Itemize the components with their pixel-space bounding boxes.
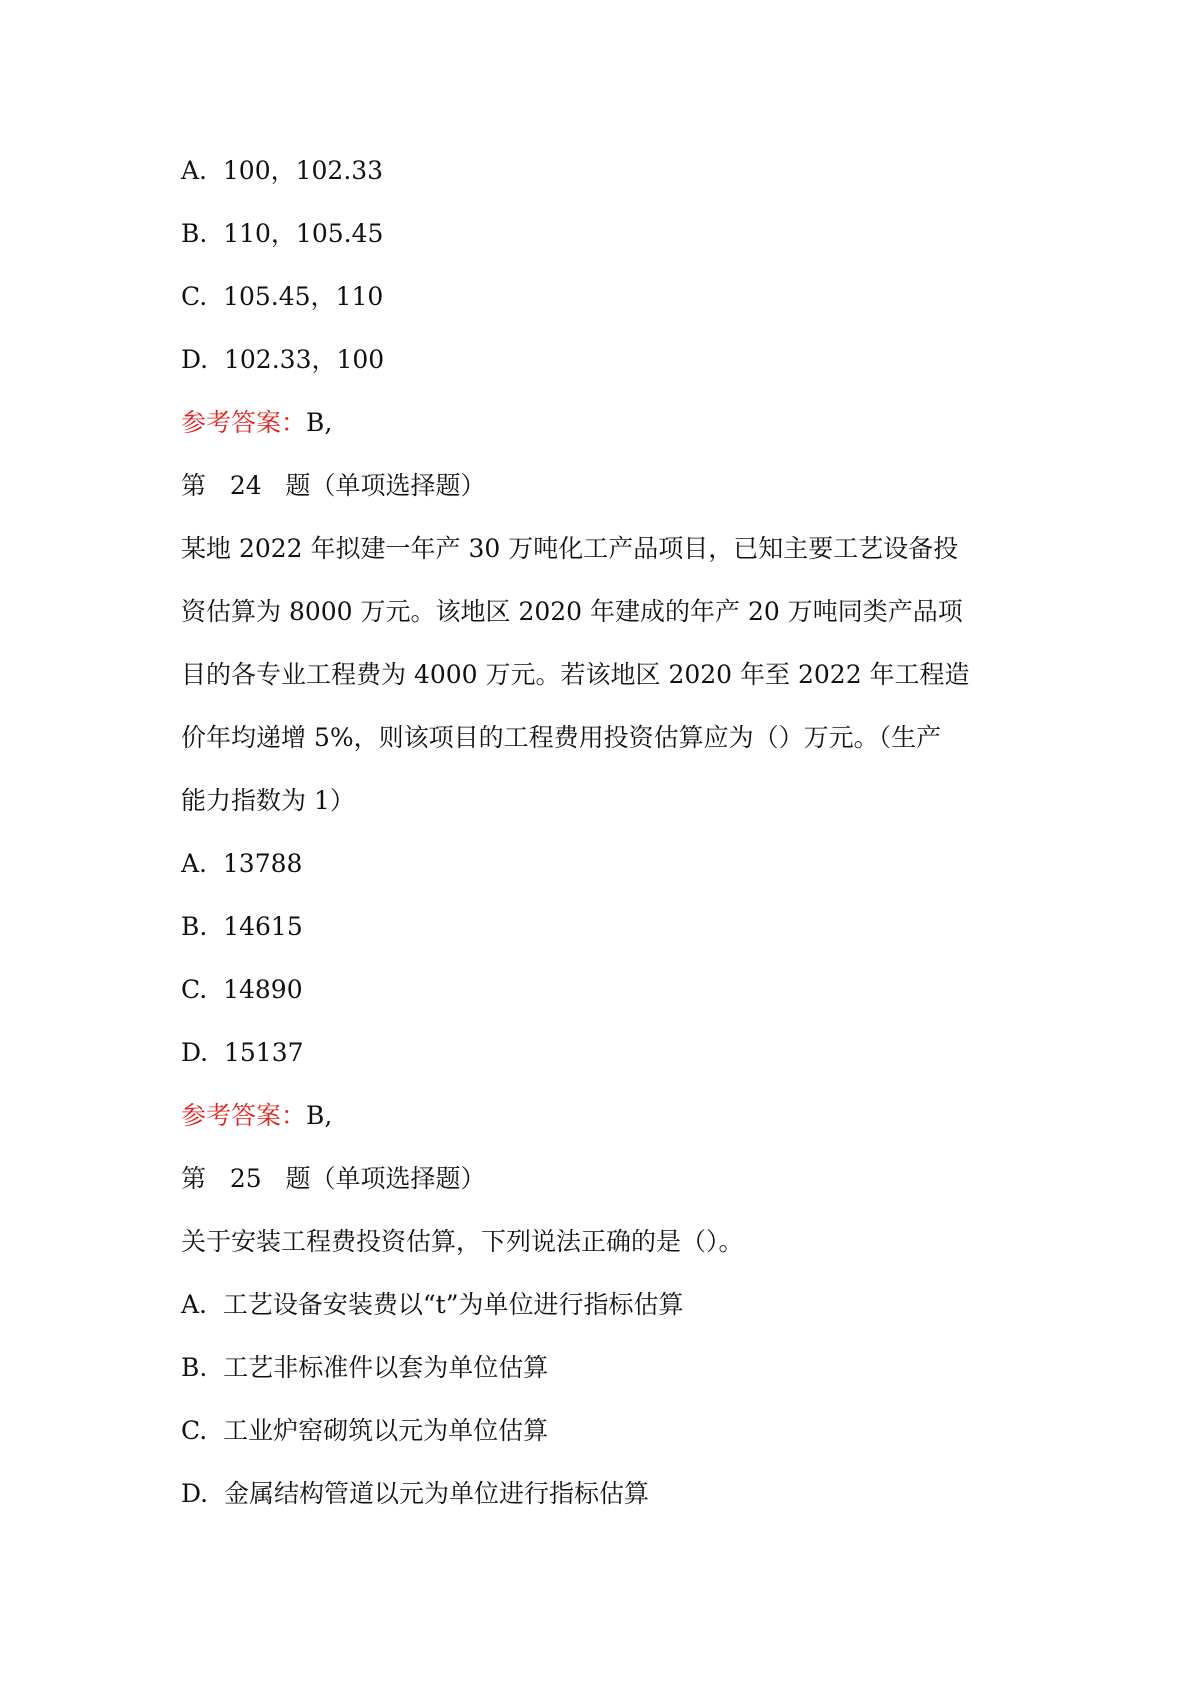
q25-option-d: D. 金属结构管道以元为单位进行指标估算 xyxy=(181,1479,649,1508)
q23-option-b: B. 110，105.45 xyxy=(181,219,384,248)
q25-header: 第 25 题（单项选择题） xyxy=(181,1164,486,1193)
q24-option-b: B. 14615 xyxy=(181,912,303,941)
answer-label: 参考答案： xyxy=(181,1101,307,1130)
q24-option-c: C. 14890 xyxy=(181,975,303,1004)
q24-stem-line: 资估算为 8000 万元。该地区 2020 年建成的年产 20 万吨同类产品项 xyxy=(181,597,963,626)
q23-option-a: A. 100，102.33 xyxy=(181,156,384,185)
q24-answer xyxy=(181,1100,332,1132)
q24-stem-line: 能力指数为 1） xyxy=(181,786,355,815)
q23-option-d: D. 102.33，100 xyxy=(181,345,385,374)
q24-stem-line: 价年均递增 5%，则该项目的工程费用投资估算应为（）万元。（生产 xyxy=(181,723,942,752)
q25-option-a: A. 工艺设备安装费以“t”为单位进行指标估算 xyxy=(181,1290,684,1319)
q24-stem-line: 某地 2022 年拟建一年产 30 万吨化工产品项目，已知主要工艺设备投 xyxy=(181,534,959,563)
answer-label: 参考答案： xyxy=(181,408,307,437)
q24-stem-line: 目的各专业工程费为 4000 万元。若该地区 2020 年至 2022 年工程造 xyxy=(181,660,970,689)
answer-value: B, xyxy=(306,1101,333,1130)
q24-option-a: A. 13788 xyxy=(181,849,303,878)
q23-answer xyxy=(181,407,332,439)
q23-option-c: C. 105.45，110 xyxy=(181,282,384,311)
answer-value: B, xyxy=(306,408,333,437)
q25-stem-line: 关于安装工程费投资估算，下列说法正确的是（）。 xyxy=(181,1227,744,1256)
q25-option-c: C. 工业炉窑砌筑以元为单位估算 xyxy=(181,1416,549,1445)
q24-header: 第 24 题（单项选择题） xyxy=(181,471,486,500)
q24-option-d: D. 15137 xyxy=(181,1038,304,1067)
q25-option-b: B. 工艺非标准件以套为单位估算 xyxy=(181,1353,549,1382)
